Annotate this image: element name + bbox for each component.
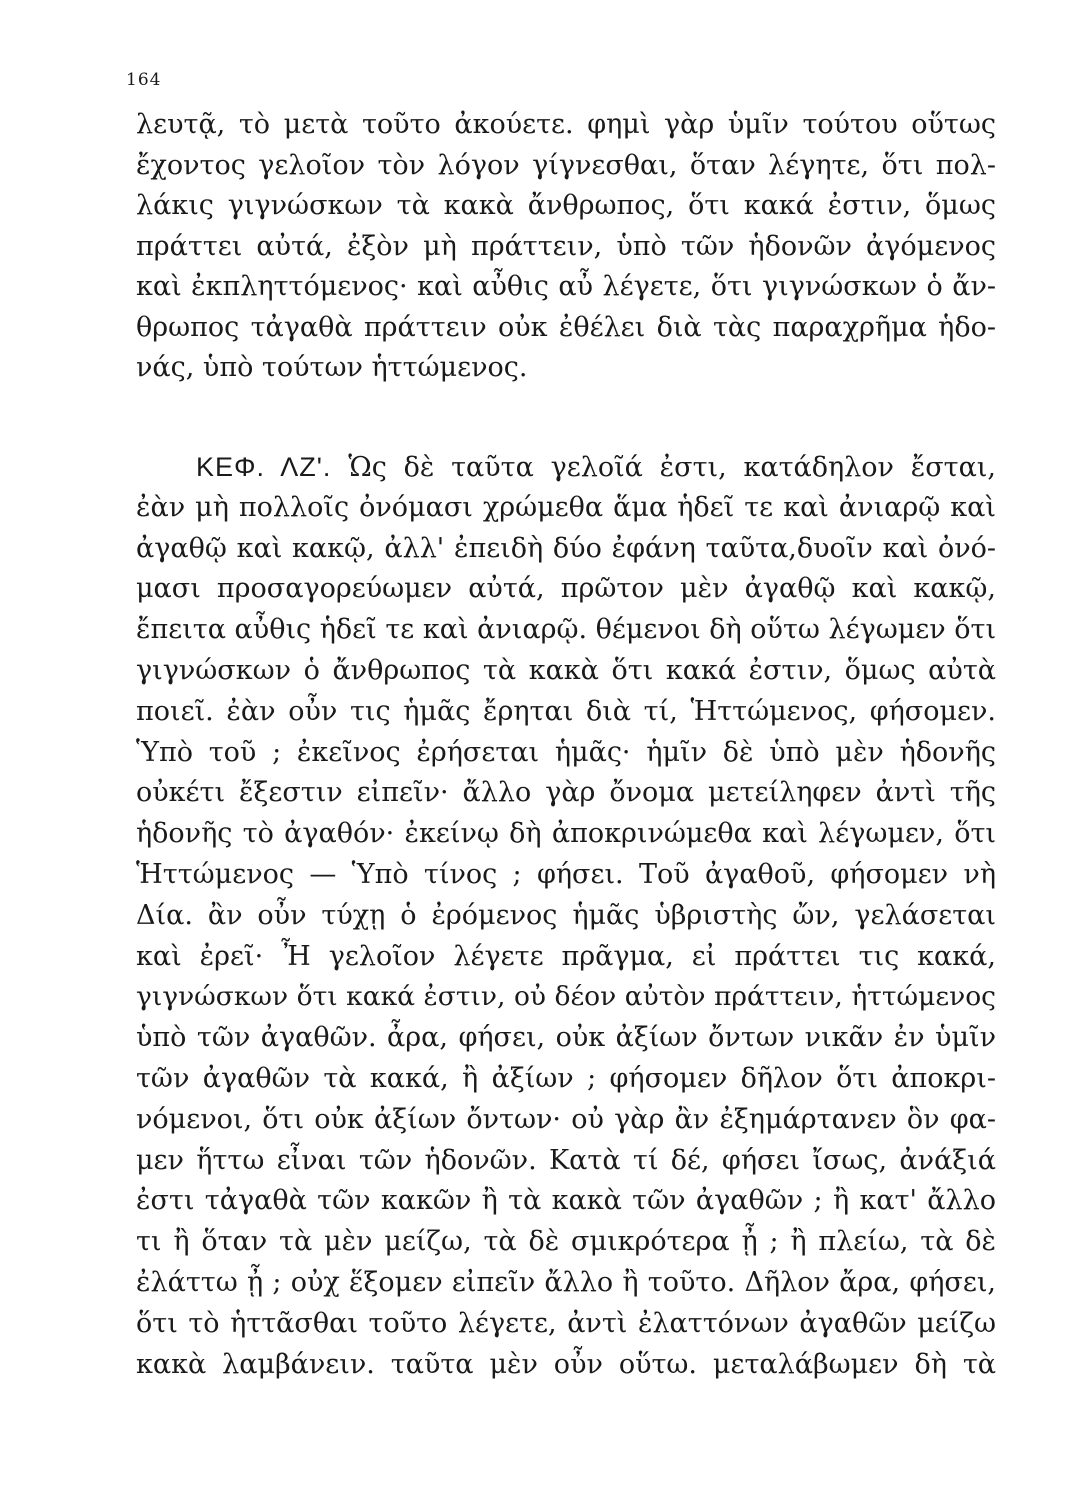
- chapter-heading: ΚΕΦ. ΛΖʹ.: [196, 452, 332, 482]
- text-line: τι ἢ ὅταν τὰ μὲν μείζω, τὰ δὲ σμικρότερα ᾖ ; ἢ πλείω, τὰ δὲ: [136, 1226, 996, 1258]
- text-line: ἀγαθῷ καὶ κακῷ, ἀλλ' ἐπειδὴ δύο ἐφάνη ταῦτα,δυοῖν καὶ ὀνό-: [136, 532, 996, 564]
- text-line: γιγνώσκων ὁ ἄνθρωπος τὰ κακὰ ὅτι κακά ἐστιν, ὅμως αὐτὰ: [136, 654, 996, 686]
- text-line: ἐὰν μὴ πολλοῖς ὀνόμασι χρώμεθα ἅμα ἡδεῖ τε καὶ ἀνιαρῷ καὶ: [136, 491, 996, 523]
- text-line: ποιεῖ. ἐὰν οὖν τις ἡμᾶς ἔρηται διὰ τί, Ἡττώμενος, φήσομεν.: [136, 695, 996, 727]
- text-line: λευτᾷ, τὸ μετὰ τοῦτο ἀκούετε. φημὶ γὰρ ὑμῖν τούτου οὕτως: [136, 109, 996, 140]
- text-line: τῶν ἀγαθῶν τὰ κακά, ἢ ἀξίων ; φήσομεν δῆλον ὅτι ἀποκρι-: [136, 1062, 996, 1094]
- text-line: Ὑπὸ τοῦ ; ἐκεῖνος ἐρήσεται ἡμᾶς· ἡμῖν δὲ ὑπὸ μὲν ἡδονῆς: [136, 736, 996, 768]
- text-line: οὐκέτι ἔξεστιν εἰπεῖν· ἄλλο γὰρ ὄνομα μετείληφεν ἀντὶ τῆς: [136, 777, 996, 809]
- text-line: ἡδονῆς τὸ ἀγαθόν· ἐκείνῳ δὴ ἀποκρινώμεθα καὶ λέγωμεν, ὅτι: [136, 818, 996, 850]
- text-line: μεν ἥττω εἶναι τῶν ἡδονῶν. Κατὰ τί δέ, φήσει ἴσως, ἀνάξιά: [136, 1144, 996, 1176]
- text-line: Ἡττώμενος — Ὑπὸ τίνος ; φήσει. Τοῦ ἀγαθοῦ, φήσομεν νὴ: [136, 858, 996, 890]
- text-line: Δία. ἂν οὖν τύχῃ ὁ ἐρόμενος ἡμᾶς ὑβριστὴς ὤν, γελάσεται: [136, 899, 996, 931]
- text-line: καὶ ἐκπληττόμενος· καὶ αὖθις αὖ λέγετε, ὅτι γιγνώσκων ὁ ἄν-: [136, 271, 996, 302]
- text-line: γιγνώσκων ὅτι κακά ἐστιν, οὐ δέον αὐτὸν πράττειν, ἡττώμενος: [136, 981, 996, 1013]
- chapter-first-line-text: Ὡς δὲ ταῦτα γελοῖά ἐστι, κατάδηλον ἔσται,: [348, 452, 996, 483]
- text-line: ὅτι τὸ ἡττᾶσθαι τοῦτο λέγετε, ἀντὶ ἐλαττόνων ἀγαθῶν μείζω: [136, 1307, 996, 1339]
- text-line: ἐλάττω ᾖ ; οὐχ ἕξομεν εἰπεῖν ἄλλο ἢ τοῦτο. Δῆλον ἄρα, φήσει,: [136, 1266, 996, 1298]
- text-line: ἐστι τἀγαθὰ τῶν κακῶν ἢ τὰ κακὰ τῶν ἀγαθῶν ; ἢ κατ' ἄλλο: [136, 1185, 996, 1217]
- page-number: 164: [126, 70, 162, 90]
- text-line: θρωπος τἀγαθὰ πράττειν οὐκ ἐθέλει διὰ τὰς παραχρῆμα ἡδο-: [136, 311, 996, 343]
- text-line: λάκις γιγνώσκων τὰ κακὰ ἄνθρωπος, ὅτι κακά ἐστιν, ὅμως: [136, 190, 996, 221]
- text-line: καὶ ἐρεῖ· Ἦ γελοῖον λέγετε πρᾶγμα, εἰ πράττει τις κακά,: [136, 940, 996, 972]
- text-line: πράττει αὐτά, ἐξὸν μὴ πράττειν, ὑπὸ τῶν ἡδονῶν ἀγόμενος: [136, 230, 996, 262]
- paragraph-1: [136, 105, 996, 389]
- text-line: ἔπειτα αὖθις ἡδεῖ τε καὶ ἀνιαρῷ. θέμενοι δὴ οὕτω λέγωμεν ὅτι: [136, 614, 996, 646]
- text-line: ἔχοντος γελοῖον τὸν λόγον γίγνεσθαι, ὅταν λέγητε, ὅτι πολ-: [136, 149, 996, 181]
- paragraph-2: [136, 447, 996, 1385]
- text-line: ὑπὸ τῶν ἀγαθῶν. ἆρα, φήσει, οὐκ ἀξίων ὄντων νικᾶν ἐν ὑμῖν: [136, 1022, 996, 1054]
- text-line: νόμενοι, ὅτι οὐκ ἀξίων ὄντων· οὐ γὰρ ἂν ἐξημάρτανεν ὃν φα-: [136, 1103, 996, 1135]
- chapter-first-line: [136, 447, 996, 488]
- text-line: μασι προσαγορεύωμεν αὐτά, πρῶτον μὲν ἀγαθῷ καὶ κακῷ,: [136, 573, 996, 605]
- text-line: νάς, ὑπὸ τούτων ἡττώμενος.: [136, 352, 528, 383]
- text-line: κακὰ λαμβάνειν. ταῦτα μὲν οὖν οὕτω. μεταλάβωμεν δὴ τὰ: [136, 1348, 996, 1380]
